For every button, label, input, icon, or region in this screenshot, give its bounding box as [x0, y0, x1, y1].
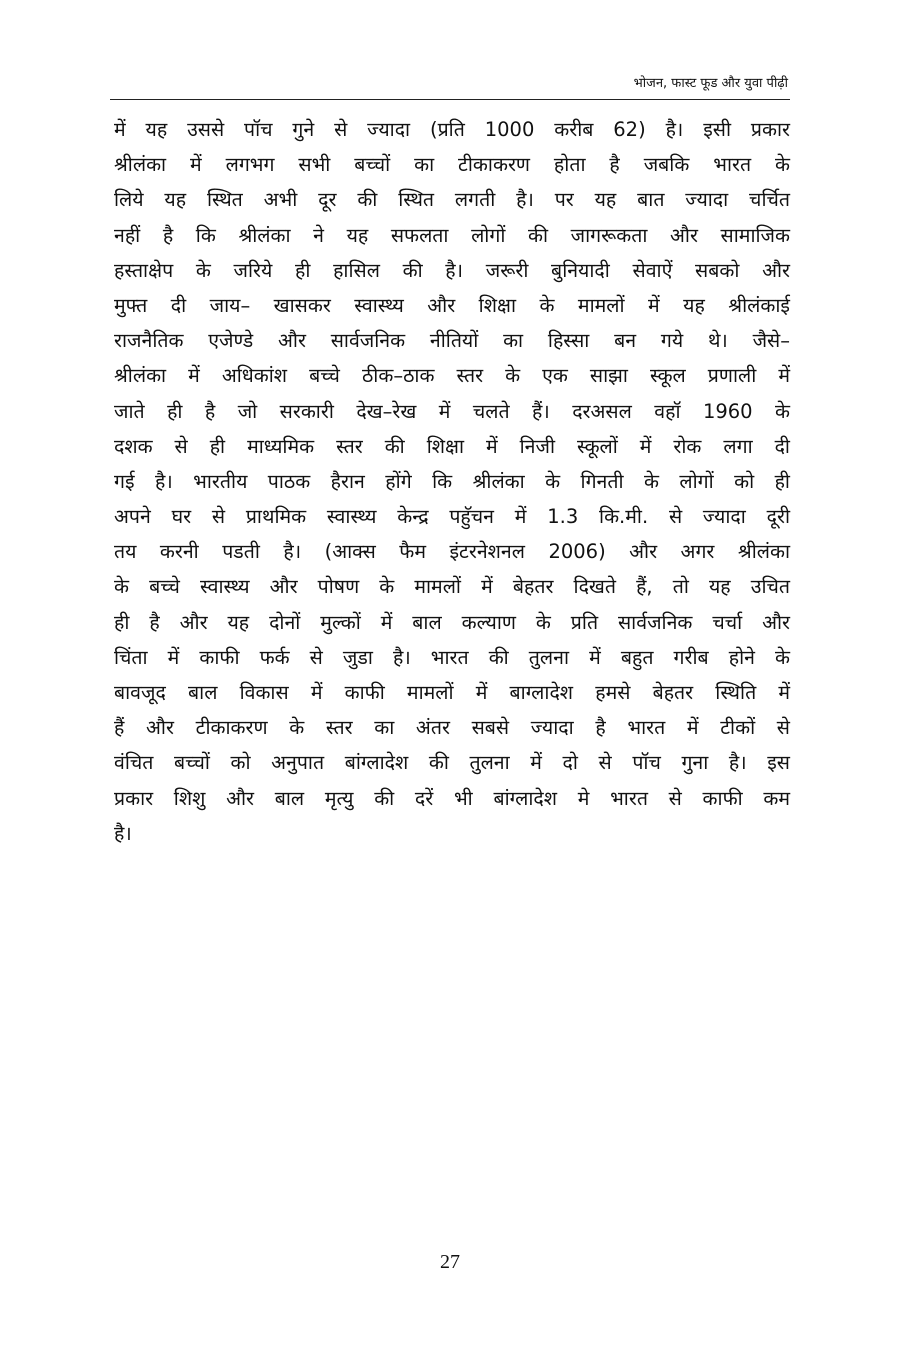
body-paragraph [114, 112, 790, 851]
text-line: वंचित बच्चों को अनुपात बांग्लादेश की तुलना में दो से पॉच गुना है। इस [114, 751, 790, 775]
text-line: में यह उससे पॉच गुने से ज्यादा (प्रति 1000 करीब 62) है। इसी प्रकार [114, 118, 790, 141]
text-line: बावजूद बाल विकास में काफी मामलों में बाग्लादेश हमसे बेहतर स्थिति में [114, 681, 790, 704]
text-line: ही है और यह दोनों मुल्कों में बाल कल्याण के प्रति सार्वजनिक चर्चा और [114, 610, 790, 634]
text-line: राजनैतिक एजेण्डे और सार्वजनिक नीतियों का हिस्सा बन गये थे। जैसे– [114, 329, 790, 353]
text-line: मुफ्त दी जाय– खासकर स्वास्थ्य और शिक्षा के मामलों में यह श्रीलंकाई [114, 293, 790, 317]
page-number: 27 [440, 1251, 460, 1273]
text-line: लिये यह स्थित अभी दूर की स्थित लगती है। पर यह बात ज्यादा चर्चित [114, 188, 790, 212]
text-line: गई है। भारतीय पाठक हैरान होंगे कि श्रीलंका के गिनती के लोगों को ही [114, 469, 790, 493]
text-line: तय करनी पडती है। (आक्स फैम इंटरनेशनल 2006) और अगर श्रीलंका [114, 540, 790, 564]
header-rule [110, 99, 790, 100]
text-line: है। [114, 821, 132, 845]
text-line: जाते ही है जो सरकारी देख–रेख में चलते हैं। दरअसल वहॉ 1960 के [114, 399, 790, 423]
text-line: नहीं है कि श्रीलंका ने यह सफलता लोगों की जागरूकता और सामाजिक [114, 223, 790, 247]
text-line: अपने घर से प्राथमिक स्वास्थ्य केन्द्र पहुॅचन में 1.3 कि.मी. से ज्यादा दूरी [114, 505, 790, 529]
text-line: प्रकार शिशु और बाल मृत्यु की दरें भी बांग्लादेश मे भारत से काफी कम [114, 786, 790, 810]
text-line: चिंता में काफी फर्क से जुडा है। भारत की तुलना में बहुत गरीब होने के [114, 645, 790, 669]
text-line: श्रीलंका में अधिकांश बच्चे ठीक–ठाक स्तर के एक साझा स्कूल प्रणाली में [114, 364, 790, 388]
running-header: भोजन, फास्ट फूड और युवा पीढ़ी [633, 76, 788, 91]
text-line: श्रीलंका में लगभग सभी बच्चों का टीकाकरण होता है जबकि भारत के [114, 153, 790, 177]
text-line: हैं और टीकाकरण के स्तर का अंतर सबसे ज्यादा है भारत में टीकों से [114, 716, 790, 740]
text-line: हस्ताक्षेप के जरिये ही हासिल की है। जरूरी बुनियादी सेवाऐं सबको और [114, 258, 790, 282]
text-line: दशक से ही माध्यमिक स्तर की शिक्षा में निजी स्कूलों में रोक लगा दी [114, 434, 790, 458]
text-line: के बच्चे स्वास्थ्य और पोषण के मामलों में बेहतर दिखते हैं, तो यह उचित [114, 575, 790, 599]
